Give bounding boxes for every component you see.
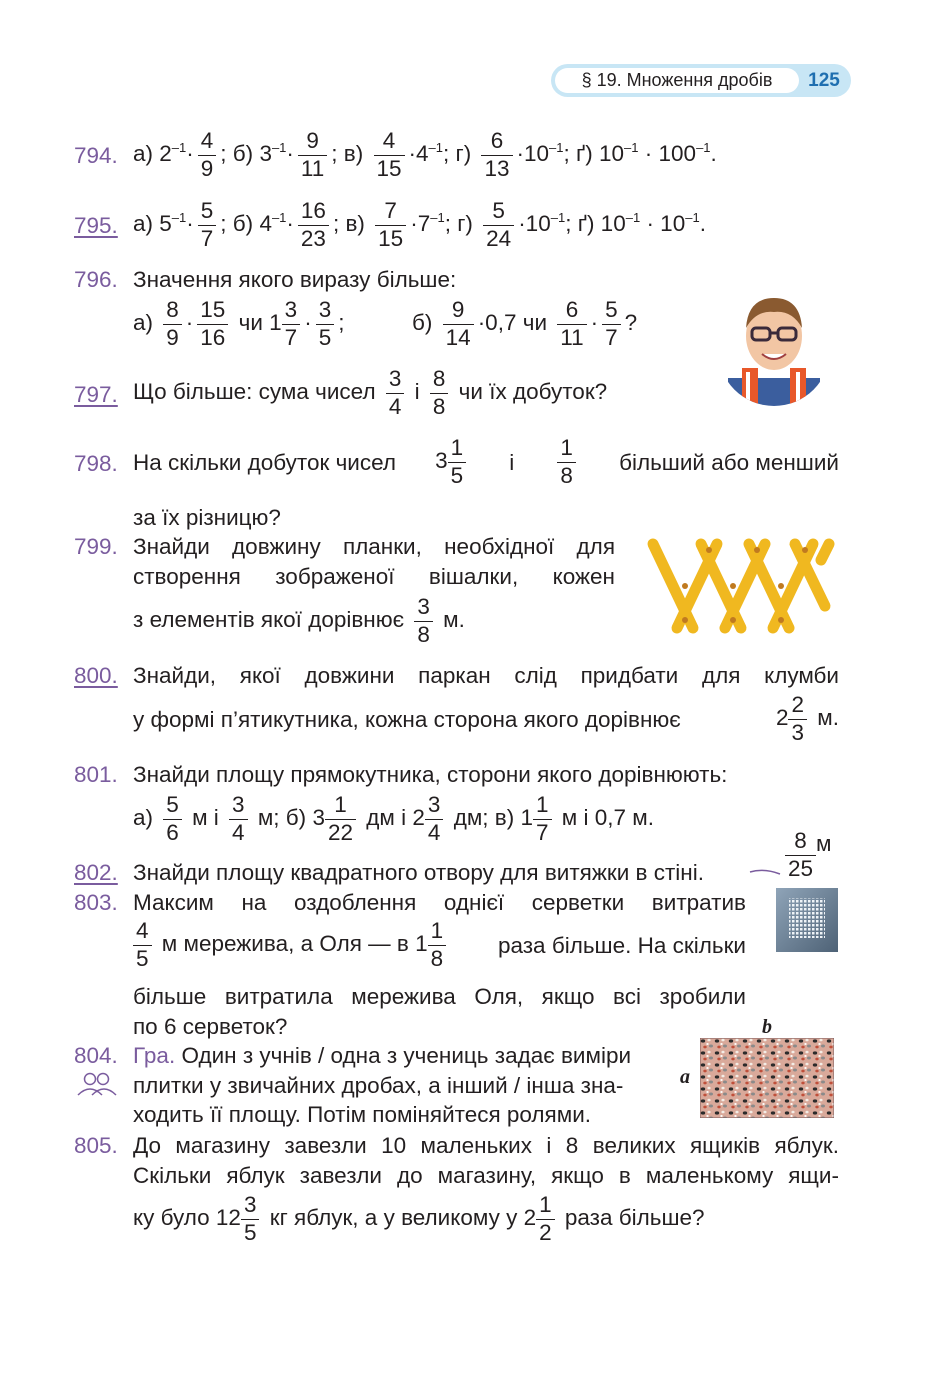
task-805-line-1: До магазину завезли 10 маленьких і 8 великих ящиків яблук. bbox=[133, 1133, 839, 1158]
task-795-line: а) $5^{-1}\cdot$ $\frac{5}{7}$ ; б) $4^{-1}\cdot$ $\frac{16}{23}$ ; в) $\frac{7}{15}$ $\cdot 7^{-1}$; г) $\frac{5}{24}$ $\cdot 10^{-1}$; ґ) $10^{-1} \cdot 10^{-1}$. bbox=[133, 198, 706, 251]
task-number-797[interactable]: 797. bbox=[74, 382, 118, 407]
task-797-line: Що більше: сума чисел $\frac{3}{4}$ і $\frac{8}{8}$ чи їх добуток? bbox=[133, 366, 608, 419]
task-804-line-1: Гра. Один з учнів / одна з учениць задає виміри bbox=[133, 1043, 632, 1068]
task-800-line-2: у формі п’ятикутника, кожна сторона якого дорівнює 2 $\frac{2}{3}$ м. bbox=[133, 692, 839, 745]
task-number-802[interactable]: 802. bbox=[74, 860, 118, 885]
task-799-line-2: створення зображеної вішалки, кожен bbox=[133, 564, 615, 589]
task-800-line-1: Знайди, якої довжини паркан слід придбати для клумби bbox=[133, 663, 839, 688]
task-number-803: 803. bbox=[74, 890, 118, 915]
task-number-805: 805. bbox=[74, 1133, 118, 1158]
task-798-line-2: за їх різницю? bbox=[133, 505, 281, 530]
task-number-796: 796. bbox=[74, 267, 118, 292]
task-798-line-1: На скільки добуток чисел 3 $\frac{1}{5}$ і 1 8 більший або менший bbox=[133, 435, 839, 488]
section-title: § 19. Множення дробів bbox=[555, 68, 799, 93]
task-number-800[interactable]: 800. bbox=[74, 663, 118, 688]
task-803-line-4: по 6 серветок? bbox=[133, 1014, 288, 1039]
tile-side-b-label: b bbox=[762, 1016, 772, 1038]
task-796-expressions: а) $\frac{8}{9}$ · $\frac{15}{16}$ чи 1 $\frac{3}{7}$ · $\frac{3}{5}$ ; б) $\frac{9}{14}$ ·0,7 чи $\frac{6}{11}$ · $\frac{5}{7}$ ? bbox=[133, 297, 638, 350]
task-796-text: Значення якого виразу більше: bbox=[133, 267, 457, 292]
boy-photo bbox=[718, 288, 830, 412]
task-804-line-3: ходить її площу. Потім поміняйтеся ролями. bbox=[133, 1102, 592, 1127]
task-number-794: 794. bbox=[74, 143, 118, 168]
task-801-text: Знайди площу прямокутника, сторони якого дорівнюють: bbox=[133, 762, 728, 787]
task-799-line-3: з елементів якої дорівнює $\frac{3}{8}$ м. bbox=[133, 594, 465, 647]
page-header bbox=[551, 64, 851, 97]
vent-image bbox=[776, 888, 838, 952]
task-805-line-3: ку було 12 $\frac{3}{5}$ кг яблук, а у великому у 2 $\frac{1}{2}$ раза більше? bbox=[133, 1192, 705, 1245]
pair-work-icon bbox=[76, 1071, 118, 1097]
task-803-line-2: $\frac{4}{5}$ м мережива, а Оля — в 1 $\frac{1}{8}$ раза більше. На скільки bbox=[133, 918, 746, 972]
task-802-text: Знайди площу квадратного отвору для витяжки в стіні. bbox=[133, 860, 704, 885]
task-number-799: 799. bbox=[74, 534, 118, 559]
task-794-line: а) $2^{-1}\cdot$ $\frac{4}{9}$ ; б) $3^{-1}\cdot$ $\frac{9}{11}$ ; в) $\frac{4}{15}$ $\cdot 4^{-1}$; г) $\frac{6}{13}$ $\cdot 10^{-1}$; ґ) $10^{-1} \cdot 100^{-1}$. bbox=[133, 128, 717, 181]
pointer-arrow bbox=[748, 866, 782, 880]
task-803-line-1: Максим на оздоблення однієї серветки витратив bbox=[133, 890, 746, 915]
task-804-line-2: плитки у звичайних дробах, а інший / інша зна- bbox=[133, 1073, 624, 1098]
task-number-798: 798. bbox=[74, 451, 118, 476]
task-805-line-2: Скільки яблук завезли до магазину, якщо в маленькому ящи- bbox=[133, 1163, 839, 1188]
task-number-795[interactable]: 795. bbox=[74, 213, 118, 238]
task-number-804: 804. bbox=[74, 1043, 118, 1068]
game-label: Гра. bbox=[133, 1043, 176, 1068]
task-799-line-1: Знайди довжину планки, необхідної для bbox=[133, 534, 615, 559]
task-number-801: 801. bbox=[74, 762, 118, 787]
hanger-illustration bbox=[645, 536, 835, 636]
task-801-expressions: а) $\frac{5}{6}$ м і $\frac{3}{4}$ м; б) 3 $\frac{1}{22}$ дм і 2 $\frac{3}{4}$ дм; в) 1 $\frac{1}{7}$ м і 0,7 м. bbox=[133, 792, 655, 845]
vent-size-label: $\frac{8}{25}$ м bbox=[785, 828, 832, 882]
terrazzo-tile-image bbox=[700, 1038, 834, 1118]
task-803-line-3: більше витратила мережива Оля, якщо всі зробили bbox=[133, 984, 746, 1009]
tile-side-a-label: a bbox=[680, 1066, 690, 1088]
page-number: 125 bbox=[808, 70, 840, 91]
